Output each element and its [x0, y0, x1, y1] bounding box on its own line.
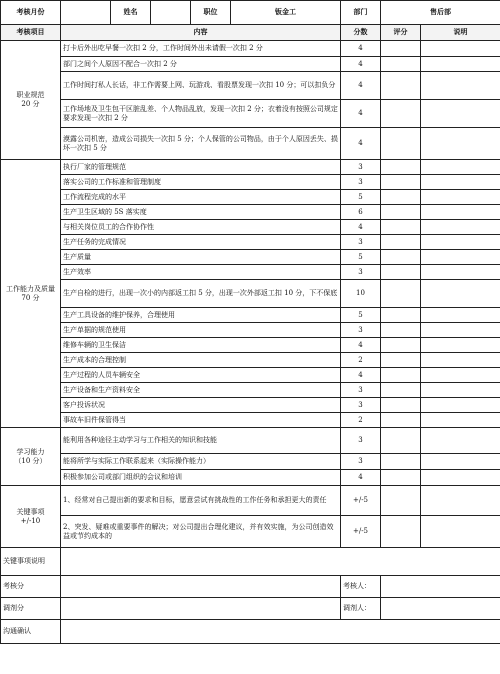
note-cell[interactable] [421, 190, 500, 205]
row-score: 3 [341, 398, 381, 413]
col-rating: 评分 [381, 25, 421, 41]
row-content: 生产质量 [61, 250, 341, 265]
rating-cell[interactable] [381, 368, 421, 383]
row-score: 4 [341, 220, 381, 235]
note-cell[interactable] [421, 323, 500, 338]
note-cell[interactable] [421, 160, 500, 175]
section-work-ability [1, 160, 61, 428]
note-cell[interactable] [421, 516, 500, 548]
section-key-items [1, 486, 61, 548]
table-row [1, 323, 500, 338]
row-score: 4 [341, 57, 381, 72]
confirm-field[interactable] [61, 620, 500, 644]
table-row [1, 428, 500, 454]
month-label: 考核月份 [1, 1, 61, 25]
row-score: 10 [341, 280, 381, 308]
note-cell[interactable] [421, 235, 500, 250]
table-row [1, 160, 500, 175]
note-cell[interactable] [421, 454, 500, 470]
note-cell[interactable] [421, 250, 500, 265]
table-row [1, 205, 500, 220]
adjuster-label: 调剂人： [341, 598, 381, 620]
section-title: 职业规范 [16, 91, 45, 99]
row-score: 5 [341, 250, 381, 265]
section-title: 工作能力及质量 [6, 284, 55, 293]
rating-cell[interactable] [381, 235, 421, 250]
table-row [1, 41, 500, 57]
rating-cell[interactable] [381, 470, 421, 486]
row-content: 能将所学与实际工作联系起来（实际操作能力） [61, 454, 341, 470]
rating-cell[interactable] [381, 220, 421, 235]
adjust-score-field[interactable] [61, 598, 341, 620]
row-content: 能利用各种途径主动学习与工作相关的知识和技能 [61, 428, 341, 454]
row-content: 落实公司的工作标准和管理制度 [61, 175, 341, 190]
note-cell[interactable] [421, 428, 500, 454]
reviewer-field[interactable] [381, 576, 500, 598]
note-cell[interactable] [421, 280, 500, 308]
table-row [1, 413, 500, 428]
key-note-row [1, 548, 500, 576]
row-content: 工作流程完成的水平 [61, 190, 341, 205]
month-value[interactable] [61, 1, 111, 25]
row-content: 漠露公司机密，造成公司损失一次扣 5 分；个人保管的公司物品，由于个人原因丢失、损坏一次扣 5 分 [61, 128, 341, 160]
row-score: 6 [341, 205, 381, 220]
row-content: 生产自检的进行，出现一次小的内部返工扣 5 分，出现一次外部返工扣 10 分，下不保底 [61, 280, 341, 308]
section-title: 关键事项 [16, 507, 45, 516]
section-points: +/-10 [20, 516, 41, 525]
rating-cell[interactable] [381, 72, 421, 100]
row-score: 3 [341, 265, 381, 280]
note-cell[interactable] [421, 175, 500, 190]
row-score: 4 [341, 128, 381, 160]
row-score: 3 [341, 160, 381, 175]
adjust-score-row [1, 598, 500, 620]
confirm-row [1, 620, 500, 644]
table-row [1, 265, 500, 280]
row-content: 生产单据的规范使用 [61, 323, 341, 338]
rating-cell[interactable] [381, 280, 421, 308]
rating-cell[interactable] [381, 338, 421, 353]
row-content: 生产成本的合理控制 [61, 353, 341, 368]
row-content: 工作场地及卫生包干区脏乱差、个人物品乱放，发现一次扣 2 分；衣着没有按照公司规定要求发现一次扣 2 分 [61, 100, 341, 128]
table-row [1, 454, 500, 470]
position-value: 钣金工 [231, 1, 341, 25]
table-row [1, 486, 500, 516]
row-score: 4 [341, 338, 381, 353]
review-score-label: 考核分 [1, 576, 61, 598]
row-content: 部门之间个人原因不配合一次扣 2 分 [61, 57, 341, 72]
row-content: 打卡后外出吃早餐一次扣 2 分，工作时间外出未请假一次扣 2 分 [61, 41, 341, 57]
note-cell[interactable] [421, 72, 500, 100]
rating-cell[interactable] [381, 323, 421, 338]
table-row [1, 308, 500, 323]
note-cell[interactable] [421, 205, 500, 220]
row-score: 4 [341, 41, 381, 57]
row-score: +/-5 [341, 516, 381, 548]
row-score: 4 [341, 470, 381, 486]
rating-cell[interactable] [381, 57, 421, 72]
rating-cell[interactable] [381, 190, 421, 205]
section-points: （10 分） [14, 456, 47, 465]
note-cell[interactable] [421, 383, 500, 398]
note-cell[interactable] [421, 413, 500, 428]
note-cell[interactable] [421, 265, 500, 280]
note-cell[interactable] [421, 338, 500, 353]
row-score: 3 [341, 235, 381, 250]
row-content: 执行厂家的管理规范 [61, 160, 341, 175]
col-content: 内容 [61, 25, 341, 41]
row-content: 生产设备和生产资料安全 [61, 383, 341, 398]
note-cell[interactable] [421, 220, 500, 235]
table-row [1, 175, 500, 190]
table-row [1, 235, 500, 250]
note-cell[interactable] [421, 470, 500, 486]
row-content: 生产卫生区域的 5S 落实度 [61, 205, 341, 220]
col-note: 说明 [421, 25, 500, 41]
row-content: 生产过程的人员车辆安全 [61, 368, 341, 383]
table-row [1, 250, 500, 265]
key-note-label: 关键事项说明 [1, 548, 61, 576]
row-content: 积极参加公司或部门组织的会议和培训 [61, 470, 341, 486]
rating-cell[interactable] [381, 516, 421, 548]
table-row [1, 280, 500, 308]
row-content: 客户投诉状况 [61, 398, 341, 413]
row-content: 生产效率 [61, 265, 341, 280]
position-label: 职位 [191, 1, 231, 25]
rating-cell[interactable] [381, 308, 421, 323]
note-cell[interactable] [421, 368, 500, 383]
row-content: 生产任务的完成情况 [61, 235, 341, 250]
confirm-label: 沟通确认 [1, 620, 61, 644]
row-content: 与相关岗位员工的合作协作性 [61, 220, 341, 235]
table-row [1, 353, 500, 368]
row-score: 2 [341, 413, 381, 428]
section-professional [1, 41, 61, 160]
rating-cell[interactable] [381, 265, 421, 280]
name-label: 姓名 [111, 1, 151, 25]
row-score: 3 [341, 323, 381, 338]
section-learning [1, 428, 61, 486]
note-cell[interactable] [421, 100, 500, 128]
note-cell[interactable] [421, 41, 500, 57]
rating-cell[interactable] [381, 353, 421, 368]
row-score: 4 [341, 368, 381, 383]
rating-cell[interactable] [381, 175, 421, 190]
table-row [1, 368, 500, 383]
rating-cell[interactable] [381, 398, 421, 413]
note-cell[interactable] [421, 398, 500, 413]
table-row [1, 100, 500, 128]
row-content: 事故车旧件保管得当 [61, 413, 341, 428]
dept-value: 售后部 [381, 1, 500, 25]
table-row [1, 128, 500, 160]
section-points: 20 分 [21, 100, 40, 108]
note-cell[interactable] [421, 486, 500, 516]
rating-cell[interactable] [381, 413, 421, 428]
rating-cell[interactable] [381, 428, 421, 454]
review-score-row [1, 576, 500, 598]
rating-cell[interactable] [381, 454, 421, 470]
rating-cell[interactable] [381, 160, 421, 175]
table-row [1, 516, 500, 548]
note-cell[interactable] [421, 128, 500, 160]
table-row [1, 72, 500, 100]
name-value[interactable] [151, 1, 191, 25]
row-score: 3 [341, 175, 381, 190]
rating-cell[interactable] [381, 205, 421, 220]
column-header-row [1, 25, 500, 41]
review-score-field[interactable] [61, 576, 341, 598]
row-score: 4 [341, 72, 381, 100]
row-content: 生产工具设备的维护保养，合理使用 [61, 308, 341, 323]
adjuster-field[interactable] [381, 598, 500, 620]
row-score: 5 [341, 308, 381, 323]
reviewer-label: 考核人： [341, 576, 381, 598]
row-score: 3 [341, 454, 381, 470]
note-cell[interactable] [421, 308, 500, 323]
dept-label: 部门 [341, 1, 381, 25]
rating-cell[interactable] [381, 486, 421, 516]
col-score: 分数 [341, 25, 381, 41]
table-row [1, 383, 500, 398]
rating-cell[interactable] [381, 41, 421, 57]
table-row [1, 398, 500, 413]
table-row [1, 190, 500, 205]
row-score: 4 [341, 100, 381, 128]
rating-cell[interactable] [381, 250, 421, 265]
key-note-field[interactable] [61, 548, 500, 576]
header-row [1, 1, 500, 25]
row-content: 1、经常对自己提出新的要求和目标，愿意尝试有挑战性的工作任务和承担更大的责任 [61, 486, 341, 516]
col-item: 考核项目 [1, 25, 61, 41]
table-row [1, 470, 500, 486]
rating-cell[interactable] [381, 128, 421, 160]
row-content: 维修车辆的卫生保洁 [61, 338, 341, 353]
row-content: 2、突发、疑难或重要事件的解决；对公司提出合理化建议，并有效实施，为公司创造效益或节约成本的 [61, 516, 341, 548]
row-score: 5 [341, 190, 381, 205]
table-row [1, 57, 500, 72]
row-score: +/-5 [341, 486, 381, 516]
rating-cell[interactable] [381, 383, 421, 398]
row-score: 2 [341, 353, 381, 368]
section-points: 70 分 [21, 293, 40, 302]
section-title: 学习能力 [16, 447, 45, 456]
row-score: 3 [341, 428, 381, 454]
note-cell[interactable] [421, 353, 500, 368]
note-cell[interactable] [421, 57, 500, 72]
row-score: 3 [341, 383, 381, 398]
table-row [1, 338, 500, 353]
adjust-score-label: 调剂分 [1, 598, 61, 620]
row-content: 工作时间打私人长话，非工作需要上网、玩游戏、看股票发现一次扣 10 分；可以扣负分 [61, 72, 341, 100]
rating-cell[interactable] [381, 100, 421, 128]
table-row [1, 220, 500, 235]
